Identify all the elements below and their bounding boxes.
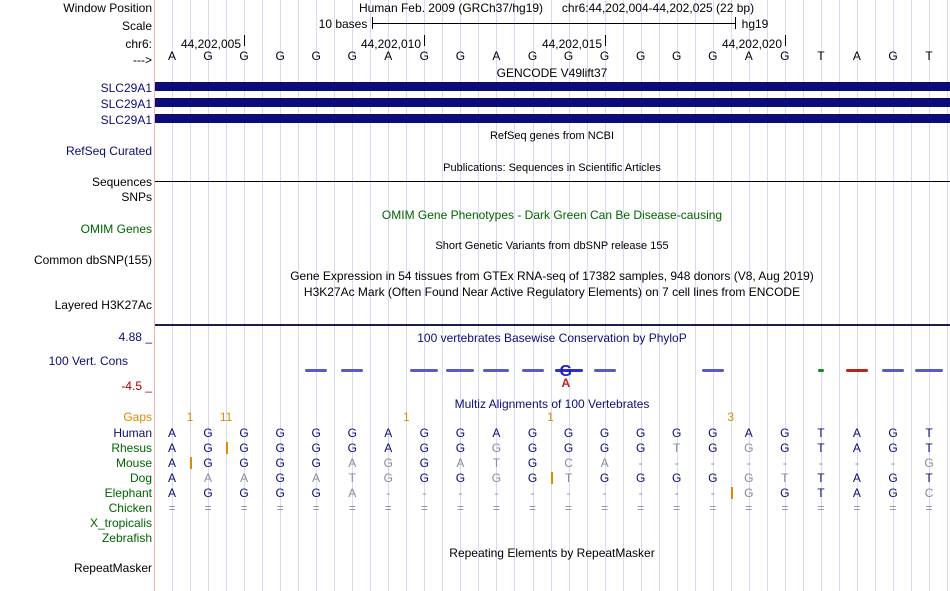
- alignment-base: G: [275, 426, 285, 440]
- alignment-base: G: [455, 471, 466, 485]
- alignment-base: G: [599, 471, 610, 485]
- alignment-base: G: [275, 456, 285, 470]
- omim-track-title: OMIM Gene Phenotypes - Dark Green Can Be Disease-causing: [381, 208, 723, 222]
- alignment-base: -: [638, 456, 643, 470]
- alignment-base: -: [566, 486, 571, 500]
- alignment-base: -: [422, 486, 427, 500]
- alignment-base: =: [601, 501, 609, 515]
- conservation-mark: [483, 369, 509, 372]
- conservation-mark: [846, 369, 868, 372]
- conservation-mark: [522, 369, 544, 372]
- alignment-base: =: [853, 501, 861, 515]
- conservation-mark: [594, 369, 616, 372]
- repeatmasker-track-title: Repeating Elements by RepeatMasker: [449, 546, 655, 560]
- label-gencode-slc29a1-3[interactable]: SLC29A1: [100, 113, 152, 127]
- alignment-base: G: [311, 441, 321, 455]
- alignment-base: G: [311, 426, 321, 440]
- alignment-base: G: [527, 456, 538, 470]
- alignment-base: A: [167, 471, 176, 485]
- dna-base: A: [744, 49, 753, 63]
- dna-base: G: [635, 49, 646, 63]
- alignment-base: -: [746, 456, 751, 470]
- alignment-base: G: [708, 471, 718, 485]
- label-window-position: Window Position: [63, 1, 152, 15]
- conservation-mark: [915, 369, 943, 372]
- alignment-base: G: [744, 486, 754, 500]
- conservation-mark: [305, 369, 327, 372]
- alignment-base: G: [635, 426, 646, 440]
- alignment-base: G: [419, 441, 430, 455]
- alignment-base: G: [527, 471, 538, 485]
- label-cons-min: -4.5 _: [121, 379, 152, 393]
- alignment-base: A: [600, 456, 609, 470]
- label-gencode-slc29a1-1[interactable]: SLC29A1: [100, 81, 152, 95]
- gap-count: 11: [219, 410, 233, 424]
- alignment-base: T: [817, 441, 825, 455]
- alignment-base: =: [384, 501, 392, 515]
- alignment-base: G: [780, 486, 790, 500]
- label-strand-arrow: --->: [133, 53, 152, 67]
- header-position: chr6:44,202,004-44,202,025 (22 bp): [561, 1, 755, 15]
- refseq-track-title: RefSeq genes from NCBI: [489, 130, 615, 142]
- conservation-mark: [341, 369, 363, 372]
- alignment-base: A: [167, 456, 176, 470]
- label-refseq-curated[interactable]: RefSeq Curated: [65, 144, 152, 158]
- alignment-base: A: [348, 456, 357, 470]
- alignment-base: G: [311, 486, 321, 500]
- alignment-base: -: [891, 456, 895, 470]
- gene-bar-slc29a1-3[interactable]: [155, 114, 950, 123]
- dna-base: G: [203, 49, 213, 63]
- h3k27ac-baseline: [155, 324, 950, 326]
- alignment-base: =: [565, 501, 573, 515]
- alignment-base: -: [602, 486, 607, 500]
- dna-base: A: [167, 49, 176, 63]
- alignment-base: -: [638, 486, 643, 500]
- alignment-base: A: [852, 486, 861, 500]
- alignment-base: T: [925, 426, 933, 440]
- dna-base: G: [599, 49, 610, 63]
- alignment-base: C: [564, 456, 573, 470]
- dna-base: T: [817, 49, 825, 63]
- alignment-base: =: [168, 501, 176, 515]
- ruler-tick-label: 44,202,005: [180, 37, 241, 51]
- alignment-base: G: [635, 471, 646, 485]
- species-label[interactable]: Mouse: [115, 456, 152, 470]
- alignment-base: G: [491, 471, 502, 485]
- alignment-base: A: [852, 426, 861, 440]
- alignment-base: T: [492, 456, 501, 470]
- label-omim-genes[interactable]: OMIM Genes: [80, 222, 152, 236]
- alignment-base: G: [203, 456, 213, 470]
- gap-count: 1: [402, 410, 410, 424]
- ruler-tick-label: 44,202,020: [721, 37, 782, 51]
- alignment-base: -: [710, 456, 715, 470]
- alignment-base: G: [780, 426, 790, 440]
- gap-count: 1: [547, 410, 554, 424]
- conservation-logo-g: G: [559, 363, 572, 380]
- conservation-mark: [818, 369, 824, 372]
- alignment-base: =: [673, 501, 681, 515]
- dna-base: G: [780, 49, 790, 63]
- alignment-base: G: [888, 471, 898, 485]
- species-label[interactable]: Zebrafish: [101, 531, 152, 545]
- species-label[interactable]: Elephant: [104, 486, 152, 500]
- scale-bar-line: [372, 23, 735, 24]
- alignment-base: A: [384, 441, 393, 455]
- alignment-base: G: [239, 426, 249, 440]
- dna-base: G: [888, 49, 898, 63]
- alignment-base: -: [782, 456, 787, 470]
- scale-bar-text: 10 bases: [318, 17, 368, 31]
- alignment-base: T: [817, 486, 825, 500]
- conservation-mark: [446, 369, 474, 372]
- alignment-base: =: [528, 501, 536, 515]
- alignment-base: A: [312, 471, 321, 485]
- alignment-base: G: [203, 426, 213, 440]
- alignment-base: G: [527, 441, 538, 455]
- alignment-base: =: [348, 501, 356, 515]
- alignment-base: G: [347, 441, 357, 455]
- alignment-base: =: [637, 501, 645, 515]
- alignment-base: =: [420, 501, 428, 515]
- alignment-base: G: [203, 441, 213, 455]
- alignment-base: -: [386, 486, 391, 500]
- alignment-base: G: [708, 441, 718, 455]
- alignment-base: G: [744, 471, 754, 485]
- alignment-base: G: [275, 471, 285, 485]
- alignment-base: T: [673, 441, 681, 455]
- label-cons-max: 4.88 _: [118, 330, 152, 344]
- alignment-base: A: [240, 471, 249, 485]
- insertion-marker: [551, 472, 553, 484]
- alignment-base: G: [239, 456, 249, 470]
- alignment-base: A: [204, 471, 213, 485]
- ruler-tick-label: 44,202,010: [360, 37, 421, 51]
- label-common-dbsnp[interactable]: Common dbSNP(155): [33, 253, 152, 267]
- alignment-base: T: [817, 471, 825, 485]
- alignment-base: G: [599, 426, 610, 440]
- alignment-base: A: [456, 456, 465, 470]
- alignment-base: G: [203, 486, 213, 500]
- alignment-base: G: [924, 456, 934, 470]
- alignment-base: A: [384, 426, 393, 440]
- gtex-track-title: Gene Expression in 54 tissues from GTEx RNA-seq of 17382 samples, 948 donors (V8, Aug 2019): [290, 269, 814, 283]
- species-label[interactable]: Rhesus: [111, 441, 152, 455]
- alignment-base: G: [419, 471, 430, 485]
- gap-count: 3: [727, 410, 735, 424]
- alignment-base: G: [419, 456, 430, 470]
- label-sequences[interactable]: Sequences: [91, 175, 152, 189]
- scale-bar-right-cap: [735, 17, 736, 29]
- insertion-marker: [226, 442, 228, 454]
- alignment-base: T: [925, 471, 933, 485]
- alignment-base: G: [455, 441, 466, 455]
- alignment-base: G: [635, 441, 646, 455]
- conservation-track-title: 100 vertebrates Basewise Conservation by PhyloP: [417, 331, 687, 345]
- h3k27ac-track-title: H3K27Ac Mark (Often Found Near Active Regulatory Elements) on 7 cell lines from ENCODE: [303, 285, 801, 299]
- alignment-base: A: [167, 441, 176, 455]
- conservation-mark: [410, 369, 438, 372]
- alignment-base: G: [672, 426, 682, 440]
- alignment-base: A: [167, 426, 176, 440]
- alignment-base: =: [204, 501, 212, 515]
- label-gencode-slc29a1-2[interactable]: SLC29A1: [100, 97, 152, 111]
- alignment-base: -: [530, 486, 535, 500]
- ruler-tick: [605, 35, 606, 46]
- gene-bar-slc29a1-1[interactable]: [155, 82, 950, 91]
- alignment-base: T: [348, 471, 356, 485]
- alignment-base: G: [311, 456, 321, 470]
- alignment-base: G: [275, 441, 285, 455]
- species-label[interactable]: Human: [113, 426, 152, 440]
- conservation-mark: [882, 369, 904, 372]
- insertion-marker: [731, 487, 733, 499]
- dna-base: G: [275, 49, 285, 63]
- dna-base: G: [239, 49, 249, 63]
- gene-bar-slc29a1-2[interactable]: [155, 98, 950, 107]
- ruler-tick: [785, 35, 786, 46]
- alignment-base: G: [527, 426, 538, 440]
- label-snps[interactable]: SNPs: [121, 190, 152, 204]
- dna-base: G: [672, 49, 682, 63]
- dna-base: T: [925, 49, 933, 63]
- dna-base: A: [852, 49, 861, 63]
- alignment-base: -: [854, 456, 859, 470]
- gencode-track-title: GENCODE V49lift37: [496, 66, 608, 80]
- alignment-base: A: [744, 426, 753, 440]
- publications-track-title: Publications: Sequences in Scientific Articles: [443, 162, 661, 174]
- alignment-base: =: [889, 501, 897, 515]
- alignment-base: =: [925, 501, 933, 515]
- alignment-base: A: [348, 486, 357, 500]
- alignment-base: T: [781, 471, 789, 485]
- species-label[interactable]: Dog: [129, 471, 152, 485]
- dna-base: A: [492, 49, 501, 63]
- alignment-base: G: [455, 426, 466, 440]
- alignment-base: -: [674, 456, 679, 470]
- alignment-base: C: [924, 486, 934, 500]
- gap-count: 1: [186, 410, 194, 424]
- dna-base: G: [455, 49, 466, 63]
- alignment-base: -: [710, 486, 715, 500]
- alignment-base: G: [383, 471, 393, 485]
- species-label[interactable]: X_tropicalis: [89, 516, 152, 530]
- dna-base: G: [311, 49, 321, 63]
- dna-base: G: [347, 49, 357, 63]
- alignment-base: A: [492, 426, 501, 440]
- alignment-base: G: [744, 441, 754, 455]
- alignment-base: A: [852, 471, 861, 485]
- alignment-base: G: [888, 486, 898, 500]
- label-repeatmasker[interactable]: RepeatMasker: [73, 561, 152, 575]
- alignment-base: =: [456, 501, 464, 515]
- alignment-base: G: [491, 441, 502, 455]
- alignment-base: =: [492, 501, 500, 515]
- alignment-base: =: [817, 501, 825, 515]
- alignment-base: G: [888, 441, 898, 455]
- alignment-base: =: [709, 501, 717, 515]
- label-layered-h3k27ac[interactable]: Layered H3K27Ac: [54, 298, 152, 312]
- alignment-base: A: [167, 486, 176, 500]
- label-gaps: Gaps: [123, 410, 152, 424]
- alignment-base: G: [419, 426, 430, 440]
- alignment-base: G: [563, 426, 574, 440]
- alignment-base: G: [275, 486, 285, 500]
- alignment-base: G: [780, 441, 790, 455]
- insertion-marker: [190, 457, 192, 469]
- sequences-track-line: [155, 181, 950, 182]
- conservation-logo-a: A: [561, 376, 571, 390]
- ruler-tick: [424, 35, 425, 46]
- label-scale: Scale: [121, 19, 152, 33]
- alignment-base: A: [852, 441, 861, 455]
- header-assembly: Human Feb. 2009 (GRCh37/hg19): [358, 1, 544, 15]
- alignment-base: =: [745, 501, 753, 515]
- alignment-base: T: [564, 471, 573, 485]
- alignment-base: G: [347, 426, 357, 440]
- alignment-base: G: [563, 441, 574, 455]
- dna-base: G: [527, 49, 538, 63]
- alignment-base: =: [312, 501, 320, 515]
- alignment-base: =: [240, 501, 248, 515]
- scale-bar-assembly: hg19: [741, 17, 769, 31]
- dna-base: G: [419, 49, 430, 63]
- alignment-base: =: [781, 501, 789, 515]
- track-label-pane: [0, 0, 154, 591]
- track-data-pane[interactable]: [155, 0, 950, 591]
- dna-base: G: [563, 49, 574, 63]
- label-chromosome: chr6:: [125, 37, 152, 51]
- alignment-base: T: [925, 441, 933, 455]
- conservation-mark: [702, 369, 724, 372]
- alignment-base: -: [818, 456, 823, 470]
- alignment-base: G: [239, 441, 249, 455]
- alignment-base: G: [383, 456, 393, 470]
- alignment-base: -: [494, 486, 499, 500]
- ruler-tick: [244, 35, 245, 46]
- ruler-tick-label: 44,202,015: [541, 37, 602, 51]
- alignment-base: =: [276, 501, 284, 515]
- dbsnp-track-title: Short Genetic Variants from dbSNP release 155: [435, 240, 669, 252]
- alignment-base: -: [674, 486, 679, 500]
- species-label[interactable]: Chicken: [108, 501, 152, 515]
- dna-base: A: [384, 49, 393, 63]
- dna-base: G: [708, 49, 718, 63]
- alignment-base: T: [817, 426, 825, 440]
- alignment-base: G: [239, 486, 249, 500]
- alignment-base: G: [599, 441, 610, 455]
- alignment-base: -: [458, 486, 463, 500]
- alignment-base: G: [672, 471, 682, 485]
- label-100-vert-cons[interactable]: 100 Vert. Cons: [48, 354, 128, 368]
- multiz-track-title: Multiz Alignments of 100 Vertebrates: [454, 397, 650, 411]
- alignment-base: G: [888, 426, 898, 440]
- alignment-base: G: [708, 426, 718, 440]
